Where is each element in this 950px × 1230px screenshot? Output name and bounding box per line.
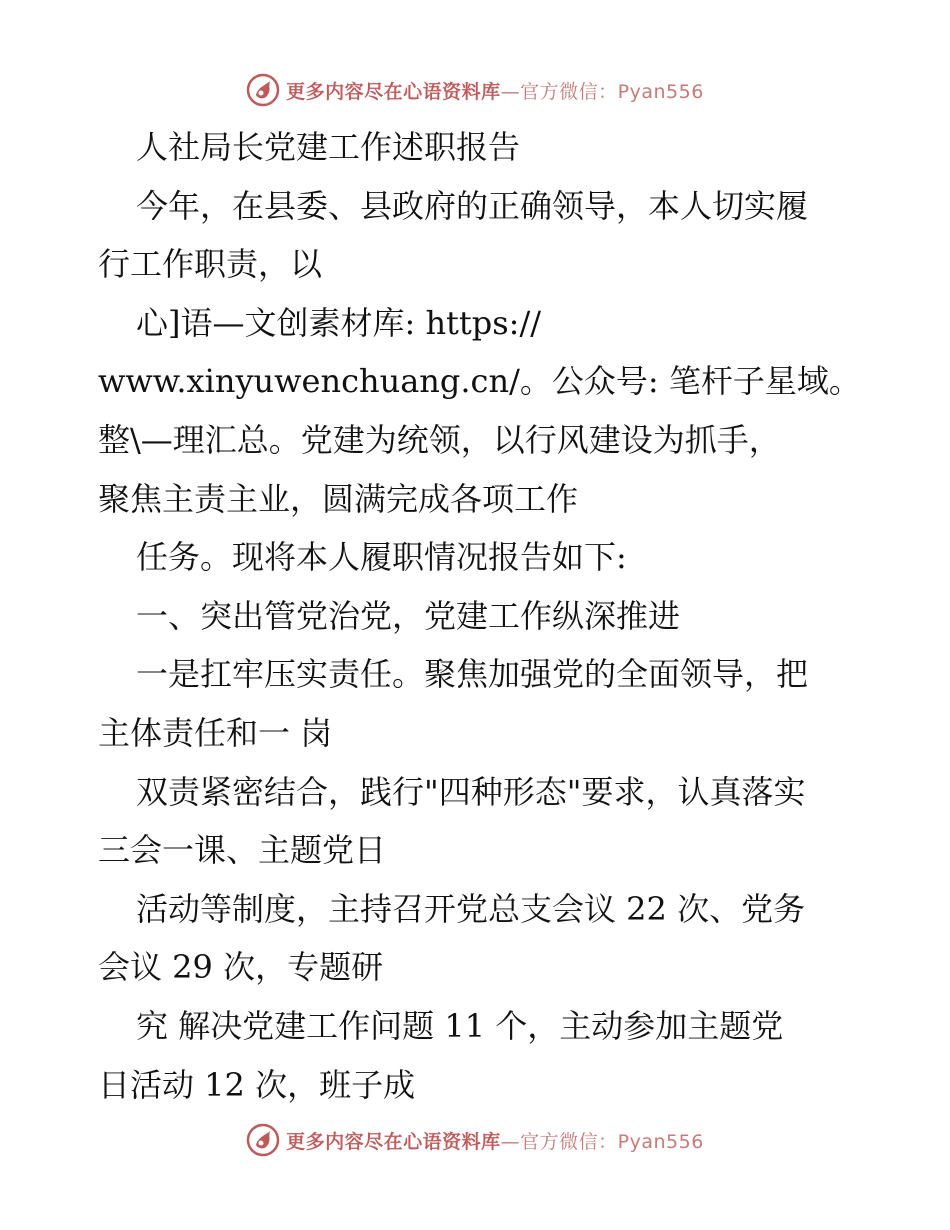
paragraph-line: 任务。现将本人履职情况报告如下: [136, 538, 627, 577]
paragraph-line: 日活动 12 次，班子成 [98, 1065, 416, 1104]
paragraph-line: 聚焦主责主业，圆满完成各项工作 [98, 479, 579, 518]
paragraph-line: 会议 29 次，专题研 [98, 948, 384, 987]
paragraph-line: 活动等制度，主持召开党总支会议 22 次、党务 [136, 889, 806, 928]
paragraph-line: 一是扛牢压实责任。聚焦加强党的全面领导，把 [136, 655, 809, 694]
watermark-text [286, 1127, 704, 1154]
paragraph-line: 今年，在县委、县政府的正确领导，本人切实履 [136, 186, 809, 225]
paragraph-line: 心]语—文创素材库: https:// [136, 303, 542, 342]
watermark-brand: 更多内容尽在心语资料库 [286, 80, 501, 103]
paragraph-line: www.xinyuwenchuang.cn/。公众号: 笔杆子星域。 [98, 362, 861, 401]
document-body [98, 118, 868, 1114]
watermark-banner-bottom [0, 1120, 950, 1160]
watermark-contact: —官方微信：Pyan556 [500, 80, 704, 103]
paragraph-line: 整\—理汇总。党建为统领，以行风建设为抓手， [98, 420, 781, 459]
paragraph-line: 行工作职责，以 [98, 245, 323, 284]
watermark-contact: —官方微信：Pyan556 [500, 1130, 704, 1153]
watermark-banner-top [0, 70, 950, 110]
paragraph-line: 究 解决党建工作问题 11 个，主动参加主题党 [136, 1006, 784, 1045]
watermark-text [286, 77, 704, 104]
flame-logo-icon [246, 73, 280, 107]
paragraph-line: 三会一课、主题党日 [98, 831, 387, 870]
flame-logo-icon [246, 1123, 280, 1157]
watermark-brand: 更多内容尽在心语资料库 [286, 1130, 501, 1153]
paragraph-line: 双责紧密结合，践行"四种形态"要求，认真落实 [136, 772, 806, 811]
paragraph-line: 主体责任和一 岗 [98, 713, 333, 752]
document-title: 人社局长党建工作述职报告 [136, 128, 521, 166]
section-heading: 一、突出管党治党，党建工作纵深推进 [136, 596, 681, 635]
